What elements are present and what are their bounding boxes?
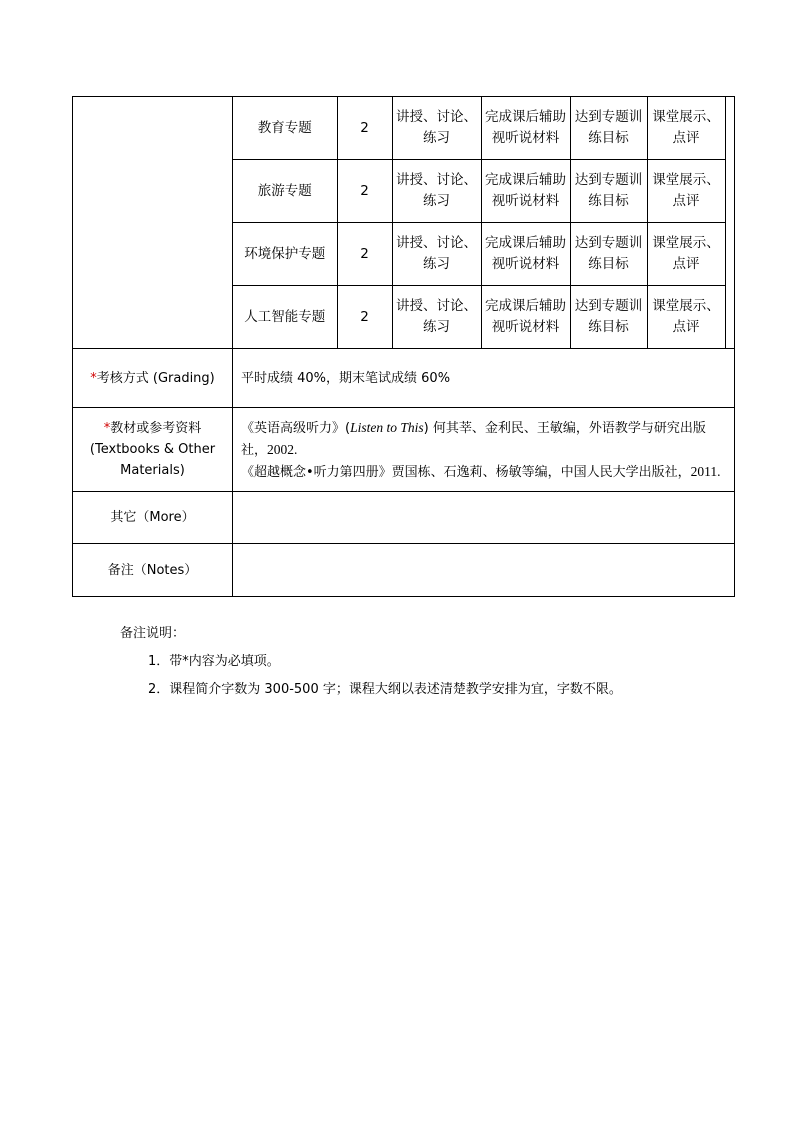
required-mark: * bbox=[103, 421, 111, 436]
materials-label-en: (Textbooks & Other Materials) bbox=[89, 442, 216, 478]
footnote-item: 1．带*内容为必填项。 bbox=[148, 654, 280, 669]
homework-cell: 完成课后辅助视听说材料 bbox=[481, 160, 570, 223]
hours-cell: 2 bbox=[337, 160, 392, 223]
materials-value bbox=[233, 408, 735, 492]
book-title-en: Listen to This bbox=[350, 419, 424, 435]
goal-cell: 达到专题训练目标 bbox=[570, 223, 647, 286]
table-row bbox=[233, 223, 735, 286]
goal-cell: 达到专题训练目标 bbox=[570, 97, 647, 160]
goal-cell: 达到专题训练目标 bbox=[570, 160, 647, 223]
assessment-cell: 课堂展示、点评 bbox=[647, 97, 725, 160]
reference-1: 《英语高级听力》(Listen to This) 何其莘、金利民、王敏编，外语教学与研究出版社，2002. bbox=[241, 419, 706, 458]
homework-cell: 完成课后辅助视听说材料 bbox=[481, 286, 570, 349]
assessment-cell: 课堂展示、点评 bbox=[647, 160, 725, 223]
topic-cell: 人工智能专题 bbox=[233, 286, 337, 349]
method-cell: 讲授、讨论、练习 bbox=[392, 286, 481, 349]
pad-cell bbox=[725, 223, 735, 286]
topic-cell: 教育专题 bbox=[233, 97, 337, 160]
assessment-cell: 课堂展示、点评 bbox=[647, 223, 725, 286]
homework-cell: 完成课后辅助视听说材料 bbox=[481, 97, 570, 160]
table-row bbox=[233, 286, 735, 349]
assessment-cell: 课堂展示、点评 bbox=[647, 286, 725, 349]
pad-cell bbox=[725, 160, 735, 223]
footnotes-title: 备注说明： bbox=[120, 626, 186, 641]
goal-cell: 达到专题训练目标 bbox=[570, 286, 647, 349]
schedule-table bbox=[233, 97, 735, 348]
required-mark: * bbox=[90, 370, 97, 386]
remarks-value bbox=[233, 544, 735, 597]
grading-label: *考核方式 (Grading) bbox=[73, 349, 233, 408]
table-row bbox=[233, 97, 735, 160]
hours-cell: 2 bbox=[337, 286, 392, 349]
other-value bbox=[233, 492, 735, 544]
reference-2: 《超越概念•听力第四册》贾国栋、石逸莉、杨敏等编，中国人民大学出版社，2011. bbox=[241, 463, 721, 480]
remarks-label: 备注（Notes） bbox=[73, 544, 233, 597]
pad-cell bbox=[725, 97, 735, 160]
syllabus-table bbox=[72, 96, 735, 597]
topic-cell: 旅游专题 bbox=[233, 160, 337, 223]
method-cell: 讲授、讨论、练习 bbox=[392, 160, 481, 223]
other-row bbox=[73, 492, 735, 544]
method-cell: 讲授、讨论、练习 bbox=[392, 223, 481, 286]
hours-cell: 2 bbox=[337, 223, 392, 286]
schedule-label-cell bbox=[73, 97, 233, 349]
hours-cell: 2 bbox=[337, 97, 392, 160]
schedule-row bbox=[73, 97, 735, 349]
homework-cell: 完成课后辅助视听说材料 bbox=[481, 223, 570, 286]
topic-cell: 环境保护专题 bbox=[233, 223, 337, 286]
materials-row bbox=[73, 408, 735, 492]
grading-value: 平时成绩 40%，期末笔试成绩 60% bbox=[233, 349, 735, 408]
grading-row bbox=[73, 349, 735, 408]
other-label: 其它（More） bbox=[73, 492, 233, 544]
pad-cell bbox=[725, 286, 735, 349]
method-cell: 讲授、讨论、练习 bbox=[392, 97, 481, 160]
remarks-row bbox=[73, 544, 735, 597]
materials-label: *教材或参考资料 (Textbooks & Other Materials) bbox=[73, 408, 233, 492]
footnote-item: 2．课程简介字数为 300-500 字；课程大纲以表述清楚教学安排为宜，字数不限。 bbox=[148, 682, 622, 697]
footnotes bbox=[120, 620, 622, 704]
schedule-cell bbox=[233, 97, 735, 349]
table-row bbox=[233, 160, 735, 223]
